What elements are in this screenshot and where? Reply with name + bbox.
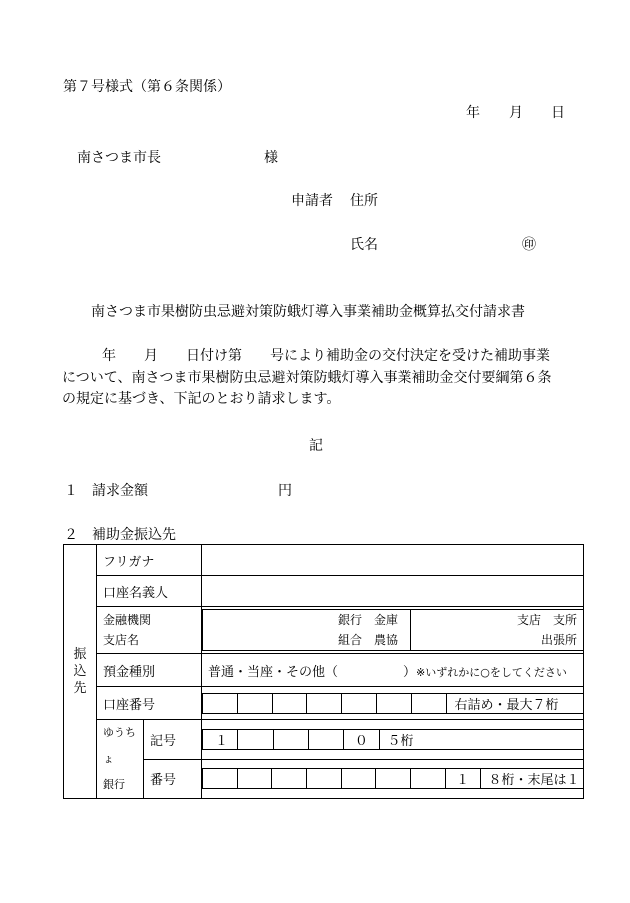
deposit-type-field[interactable] (202, 654, 584, 687)
account-digit-box[interactable] (203, 693, 238, 713)
section-label: 振込先 (73, 647, 87, 696)
transfer-table (63, 544, 584, 799)
bango-digit-box[interactable] (307, 769, 342, 789)
branch-name-label: 支店名 (103, 633, 140, 647)
claim-amount-unit: 円 (278, 483, 292, 499)
branch-type-shiten: 支店 (516, 613, 541, 627)
kigo-digit-last: ０ (344, 729, 379, 749)
transfer-destination-label: ２ 補助金振込先 (64, 527, 176, 543)
branch-type-cell (411, 610, 584, 651)
account-digit-box[interactable] (272, 693, 307, 713)
body-line-3: の規定に基づき、下記のとおり請求します。 (62, 391, 341, 407)
bank-field[interactable] (202, 607, 584, 654)
account-number-field[interactable] (202, 687, 584, 720)
kigo-note: ５桁 (379, 729, 583, 749)
bank-type-nokyo: 農協 (373, 633, 398, 647)
account-holder-field[interactable] (202, 576, 584, 607)
body-line-1: 年 月 日付け第 号により補助金の交付決定を受けた補助事業 (102, 348, 550, 364)
bango-digit-last: １ (445, 769, 480, 789)
account-digit-box[interactable] (237, 693, 272, 713)
deposit-note: ※いずれかに○をしてください (416, 665, 567, 679)
bango-field[interactable] (202, 759, 584, 799)
bank-type-ginko: 銀行 (337, 613, 362, 627)
bango-digit-box[interactable] (341, 769, 376, 789)
bango-digit-box[interactable] (376, 769, 411, 789)
document-title: 南さつま市果樹防虫忌避対策防蛾灯導入事業補助金概算払交付請求書 (91, 304, 525, 320)
yucho-label-cell (97, 720, 144, 799)
date-day-label: 日 (551, 105, 565, 121)
bank-type-kinko: 金庫 (373, 613, 398, 627)
account-digit-box[interactable] (307, 693, 342, 713)
bank-inner (202, 609, 583, 651)
address-label: 住所 (350, 193, 378, 209)
bango-note: ８桁・末尾は１ (480, 769, 583, 789)
branch-type-shuchojo: 出張所 (540, 633, 577, 647)
account-digit-box[interactable] (376, 693, 411, 713)
date-year-label: 年 (466, 105, 480, 121)
account-digit-box[interactable] (411, 693, 446, 713)
bango-digit-box[interactable] (237, 769, 272, 789)
name-label: 氏名 (350, 237, 378, 253)
account-number-digits (202, 693, 583, 714)
seal-mark: ㊞ (522, 237, 536, 253)
bango-digit-box[interactable] (411, 769, 446, 789)
deposit-type-label: 預金種別 (97, 654, 202, 687)
kigo-digit-box[interactable] (238, 729, 273, 749)
bank-label-cell (97, 607, 202, 654)
furigana-field[interactable] (202, 545, 584, 576)
body-paragraph (62, 346, 572, 411)
yucho-ginko-label: 銀行 (103, 778, 125, 791)
furigana-label: フリガナ (97, 545, 202, 576)
yucho-label: ゆうちょ (103, 726, 136, 765)
bank-type-cell (203, 610, 411, 651)
deposit-options: 普通・当座・その他（ ） (208, 664, 417, 680)
kigo-field[interactable] (202, 720, 584, 760)
bango-digit-box[interactable] (272, 769, 307, 789)
date-month-label: 月 (509, 105, 523, 121)
bango-digit-box[interactable] (203, 769, 238, 789)
account-holder-label: 口座名義人 (97, 576, 202, 607)
bango-label: 番号 (144, 759, 202, 799)
kigo-digit-box[interactable] (308, 729, 343, 749)
bank-label: 金融機関 (103, 613, 152, 627)
addressee-name: 南さつま市長 (77, 150, 161, 166)
ki-heading: 記 (309, 438, 323, 454)
kigo-digit-box[interactable] (273, 729, 308, 749)
account-number-label: 口座番号 (97, 687, 202, 720)
bank-type-kumiai: 組合 (337, 633, 362, 647)
form-number: 第７号様式（第６条関係） (63, 79, 231, 95)
bango-digits (202, 768, 583, 789)
kigo-digits (202, 729, 583, 750)
body-line-2: について、南さつま市果樹防虫忌避対策防蛾灯導入事業補助金交付要綱第６条 (62, 369, 552, 386)
account-digit-box[interactable] (342, 693, 377, 713)
kigo-digit-first: １ (203, 729, 238, 749)
applicant-label: 申請者 (291, 193, 333, 209)
claim-amount-label: １ 請求金額 (64, 483, 148, 499)
section-label-cell (64, 545, 97, 799)
account-number-note: 右詰め・最大７桁 (446, 693, 583, 713)
addressee-honorific: 様 (264, 150, 278, 166)
branch-type-shisho: 支所 (552, 613, 577, 627)
kigo-label: 記号 (144, 720, 202, 760)
